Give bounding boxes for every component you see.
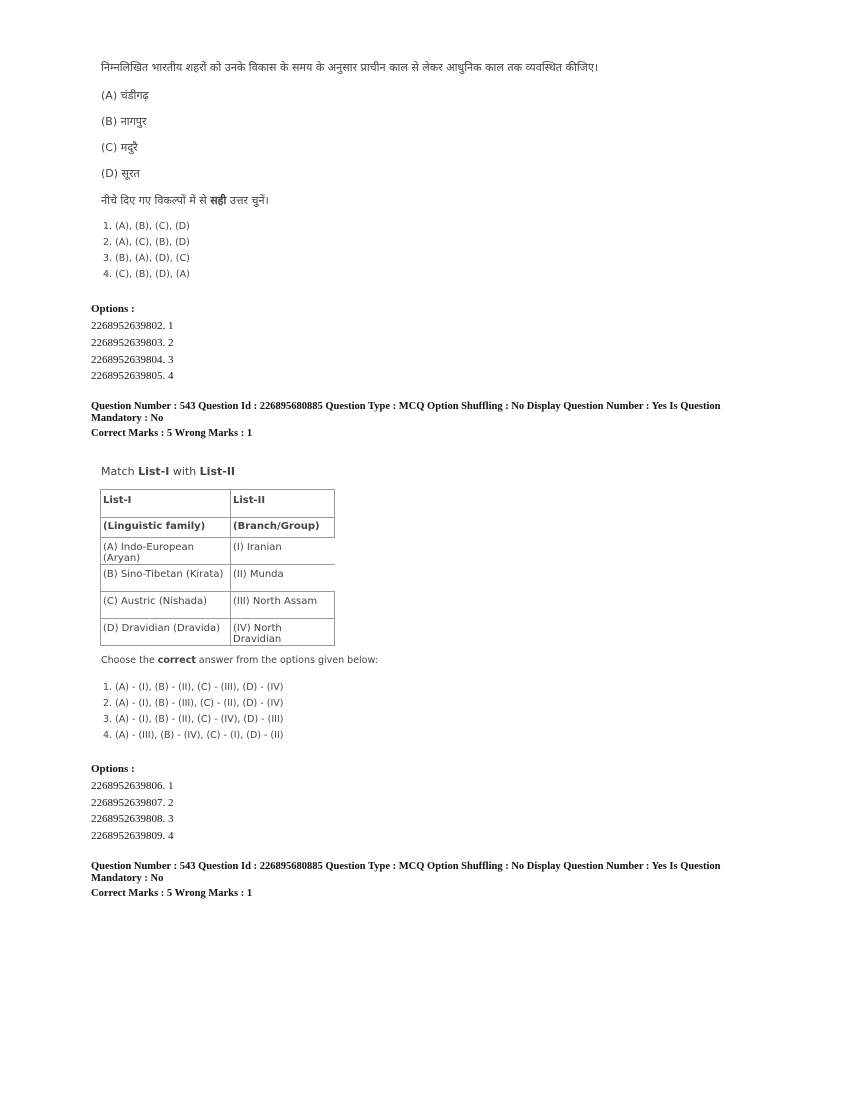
q1-answer-4: 4. (C), (B), (D), (A) — [103, 269, 190, 280]
q2-option-2: 2268952639807. 2 — [91, 797, 174, 809]
meta1-line2: Mandatory : No — [91, 413, 164, 424]
q1-item-c: (C) मदुरै — [101, 141, 138, 154]
table-row — [101, 565, 335, 592]
q2-option-1: 2268952639806. 1 — [91, 780, 174, 792]
q2-answer-4: 4. (A) - (III), (B) - (IV), (C) - (I), (D) - (II) — [103, 730, 284, 741]
q1-option-2: 2268952639803. 2 — [91, 337, 174, 349]
row-a-list-2: (I) Iranian — [231, 538, 335, 565]
q2-choose-suffix: answer from the options given below: — [198, 655, 378, 666]
subheader-list-2: (Branch/Group) — [231, 518, 335, 538]
q2-prompt-prefix: Match — [101, 465, 135, 478]
q2-answer-2: 2. (A) - (I), (B) - (III), (C) - (II), (D) - (IV) — [103, 698, 284, 709]
q2-choose-prefix: Choose the — [101, 655, 155, 666]
row-d-list-2: (IV) North Dravidian — [231, 619, 335, 646]
q2-answer-1: 1. (A) - (I), (B) - (II), (C) - (III), (D) - (IV) — [103, 682, 284, 693]
q2-answer-3: 3. (A) - (I), (B) - (II), (C) - (IV), (D) - (III) — [103, 714, 284, 725]
q2-prompt — [101, 465, 235, 478]
header-list-2: List-II — [231, 490, 335, 518]
row-b-list-2: (II) Munda — [231, 565, 335, 592]
q2-choose-instruction — [101, 655, 378, 666]
q1-answer-2: 2. (A), (C), (B), (D) — [103, 237, 190, 248]
q2-option-4: 2268952639809. 4 — [91, 830, 174, 842]
match-table-header — [101, 490, 335, 518]
row-b-list-1: (B) Sino-Tibetan (Kirata) — [101, 565, 231, 592]
q1-choose-suffix: उत्तर चुनें। — [229, 194, 269, 207]
match-table-subheader — [101, 518, 335, 538]
q2-options-title: Options : — [91, 763, 135, 775]
q2-choose-bold: correct — [157, 655, 196, 666]
meta2-line1: Question Number : 543 Question Id : 226895680885 Question Type : MCQ Option Shuffling : No Display Question Number : Yes Is Question — [91, 861, 721, 872]
q1-option-4: 2268952639805. 4 — [91, 370, 174, 382]
row-a-list-1: (A) Indo-European (Aryan) — [101, 538, 231, 565]
meta2-line3: Correct Marks : 5 Wrong Marks : 1 — [91, 888, 253, 899]
q2-prompt-bold1: List-I — [138, 465, 170, 478]
table-row — [101, 538, 335, 565]
q1-item-d: (D) सूरत — [101, 167, 140, 180]
q2-prompt-bold2: List-II — [199, 465, 236, 478]
row-c-list-2: (III) North Assam — [231, 592, 335, 619]
match-table — [100, 489, 335, 646]
table-row — [101, 619, 335, 646]
q1-options-title: Options : — [91, 303, 135, 315]
row-d-list-1: (D) Dravidian (Dravida) — [101, 619, 231, 646]
row-c-list-1: (C) Austric (Nishada) — [101, 592, 231, 619]
q1-option-3: 2268952639804. 3 — [91, 354, 174, 366]
q2-option-3: 2268952639808. 3 — [91, 813, 174, 825]
q1-answer-3: 3. (B), (A), (D), (C) — [103, 253, 190, 264]
q1-item-b: (B) नागपुर — [101, 115, 147, 128]
header-list-1: List-I — [101, 490, 231, 518]
meta1-line3: Correct Marks : 5 Wrong Marks : 1 — [91, 428, 253, 439]
q1-choose-bold: सही — [210, 194, 227, 207]
subheader-list-1: (Linguistic family) — [101, 518, 231, 538]
table-row — [101, 592, 335, 619]
q2-prompt-mid: with — [172, 465, 197, 478]
q1-answer-1: 1. (A), (B), (C), (D) — [103, 221, 190, 232]
q1-item-a: (A) चंडीगढ़ — [101, 89, 149, 102]
q1-option-1: 2268952639802. 1 — [91, 320, 174, 332]
q1-choose-instruction — [101, 193, 269, 208]
meta2-line2: Mandatory : No — [91, 873, 164, 884]
q1-choose-prefix: नीचे दिए गए विकल्पों में से — [101, 194, 207, 207]
q1-prompt: निम्नलिखित भारतीय शहरों को उनके विकास के समय के अनुसार प्राचीन काल से लेकर आधुनिक काल तक व्यवस्थित कीजिए। — [101, 61, 599, 74]
meta1-line1: Question Number : 543 Question Id : 226895680885 Question Type : MCQ Option Shuffling : No Display Question Number : Yes Is Question — [91, 401, 721, 412]
